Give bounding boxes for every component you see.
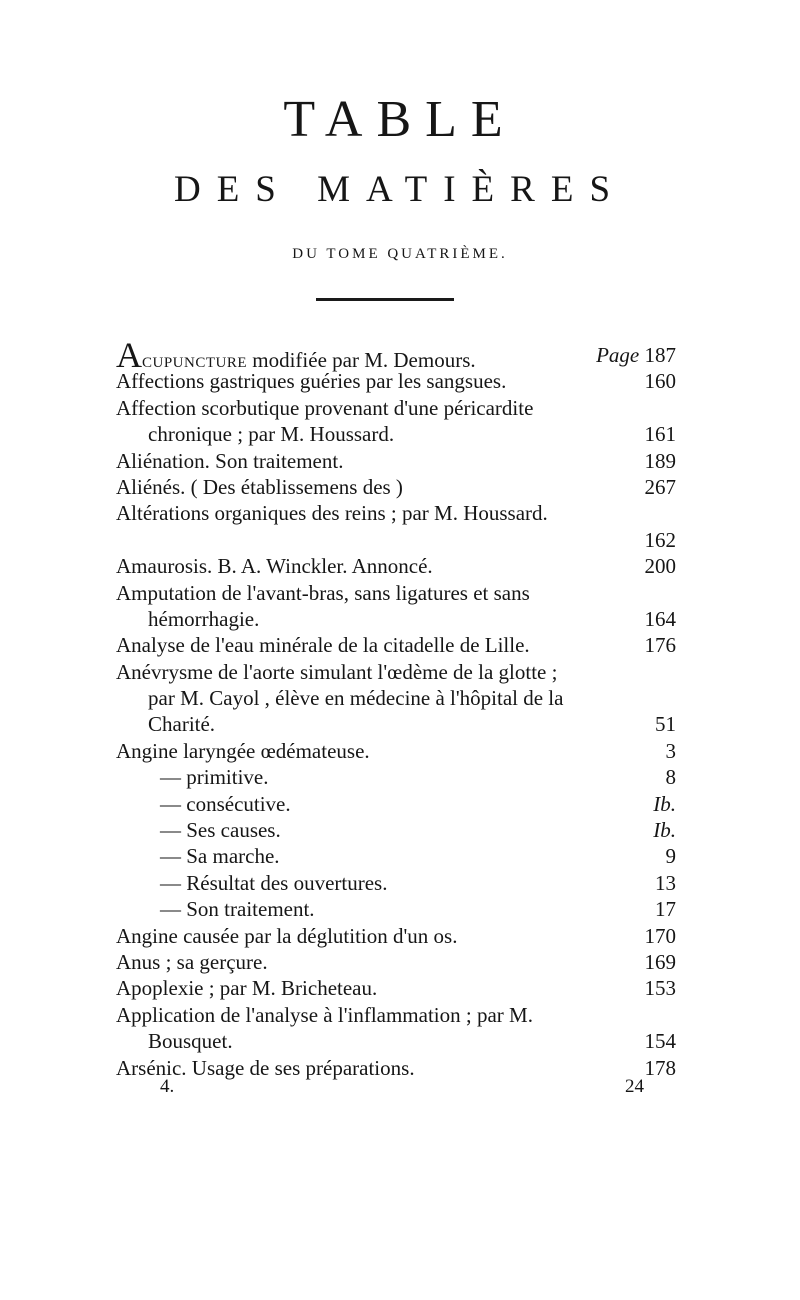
entry-rest: modifiée par M. Demours. xyxy=(247,348,476,372)
page-number: 51 xyxy=(655,712,676,737)
page-number: 160 xyxy=(644,369,676,394)
page-number: 189 xyxy=(644,448,676,473)
page-number: Ib. xyxy=(653,818,676,843)
entry-text: Affection scorbutique provenant d'une péricardite xyxy=(116,395,534,420)
page-number xyxy=(596,342,676,368)
entry-text: Analyse de l'eau minérale de la citadelle de Lille. xyxy=(116,633,530,658)
index-entry xyxy=(116,923,676,949)
index-entries xyxy=(116,335,676,1081)
page-number: Ib. xyxy=(653,791,676,816)
index-entry xyxy=(116,1002,676,1028)
page-number: 200 xyxy=(644,554,676,579)
entry-text: Affections gastriques guéries par les sangsues. xyxy=(116,369,507,394)
page-number: 154 xyxy=(644,1029,676,1054)
small-caps-text: CUPUNCTURE xyxy=(142,355,248,371)
index-entry xyxy=(116,553,676,579)
entry-text: — Résultat des ouvertures. xyxy=(160,870,388,895)
entry-text: Bousquet. xyxy=(148,1029,233,1054)
entry-text: Angine causée par la déglutition d'un os. xyxy=(116,923,458,948)
page-number: 153 xyxy=(644,976,676,1001)
entry-text: Altérations organiques des reins ; par M. Houssard. xyxy=(116,501,548,526)
page-number: 178 xyxy=(644,1055,676,1080)
drop-capital: A xyxy=(116,335,142,375)
sheet-number: 24 xyxy=(625,1076,644,1097)
index-entry xyxy=(116,711,676,737)
index-entry xyxy=(116,949,676,975)
index-entry xyxy=(116,474,676,500)
page-footer xyxy=(116,1074,676,1100)
entry-text: — primitive. xyxy=(160,765,269,790)
index-entry xyxy=(116,500,676,526)
index-entry xyxy=(116,975,676,1001)
page-subtitle: DES MATIÈRES xyxy=(173,169,627,210)
index-entry xyxy=(116,843,676,869)
page-title: TABLE xyxy=(283,91,517,148)
entry-text: Arsénic. Usage de ses préparations. xyxy=(116,1055,415,1080)
index-entry xyxy=(116,896,676,922)
page-number: 8 xyxy=(665,765,676,790)
index-entry xyxy=(116,395,676,421)
entry-text: Charité. xyxy=(148,712,216,737)
entry-text: Angine laryngée œdémateuse. xyxy=(116,738,370,763)
index-entry xyxy=(116,335,676,375)
index-entry xyxy=(116,606,676,632)
page-number: 267 xyxy=(644,474,676,499)
entry-text: Amputation de l'avant-bras, sans ligatures et sans xyxy=(116,580,530,605)
index-entry xyxy=(116,764,676,790)
entry-text: Application de l'analyse à l'inflammation ; par M. xyxy=(116,1002,533,1027)
index-entry xyxy=(116,527,676,553)
page-number: 17 xyxy=(655,897,676,922)
index-entry xyxy=(116,448,676,474)
volume-label: DU TOME QUATRIÈME. xyxy=(292,246,508,262)
index-entry xyxy=(116,632,676,658)
index-entry xyxy=(116,870,676,896)
entry-text: Aliénation. Son traitement. xyxy=(116,448,344,473)
entry-text: — Sa marche. xyxy=(160,844,280,869)
page-number: 170 xyxy=(644,923,676,948)
signature-mark: 4. xyxy=(160,1076,175,1097)
index-entry xyxy=(116,659,676,685)
page-number: 176 xyxy=(644,633,676,658)
page-number: 169 xyxy=(644,949,676,974)
entry-text: — consécutive. xyxy=(160,791,291,816)
index-entry xyxy=(116,368,676,394)
page-number: 162 xyxy=(644,527,676,552)
index-entry xyxy=(116,685,676,711)
entry-text: hémorrhagie. xyxy=(148,606,260,631)
index-entry xyxy=(116,580,676,606)
page-number: 164 xyxy=(644,606,676,631)
page-number: 9 xyxy=(665,844,676,869)
index-entry xyxy=(116,1028,676,1054)
entry-text: Amaurosis. B. A. Winckler. Annoncé. xyxy=(116,554,433,579)
index-entry xyxy=(116,817,676,843)
index-entry xyxy=(116,421,676,447)
entry-text: — Ses causes. xyxy=(160,818,281,843)
entry-text: Apoplexie ; par M. Bricheteau. xyxy=(116,976,378,1001)
page-number: 3 xyxy=(665,738,676,763)
entry-text: Aliénés. ( Des établissemens des ) xyxy=(116,474,403,499)
page-label: Page xyxy=(596,343,640,367)
index-entry xyxy=(116,738,676,764)
entry-text: Anus ; sa gerçure. xyxy=(116,949,268,974)
page-number: 161 xyxy=(644,422,676,447)
entry-text: chronique ; par M. Houssard. xyxy=(148,422,395,447)
entry-text: — Son traitement. xyxy=(160,897,315,922)
page-value: 187 xyxy=(644,343,676,367)
entry-text: par M. Cayol , élève en médecine à l'hôpital de la xyxy=(148,686,564,711)
index-entry xyxy=(116,791,676,817)
divider-rule xyxy=(316,298,454,301)
page-number: 13 xyxy=(655,870,676,895)
entry-text: Anévrysme de l'aorte simulant l'œdème de la glotte ; xyxy=(116,659,558,684)
